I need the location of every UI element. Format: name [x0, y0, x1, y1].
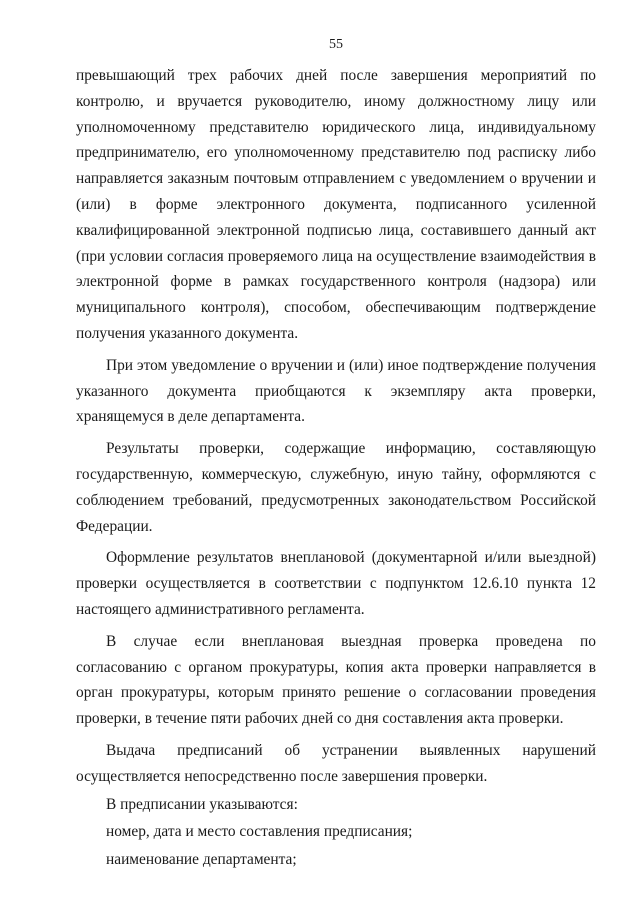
paragraph-secret-information: Результаты проверки, содержащие информацию, составляющую государственную, коммерческую, служебную, иную тайну, оформляются с соблюдением требований, предусмотренных законодательством Российской Федерации.: [76, 440, 596, 535]
document-page: [76, 36, 596, 873]
paragraph-order-contents-intro: В предписании указываются:: [106, 795, 298, 813]
paragraph-prosecutor-copy: В случае если внеплановая выездная проверка проведена по согласованию с органом прокуратуры, копия акта проверки направляется в орган прокуратуры, которым принято решение о согласовании проведения проверки, в течение пяти рабочих дней со дня составления акта проверки.: [76, 632, 596, 728]
paragraph-issuing-orders: Выдача предписаний об устранении выявленных нарушений осуществляется непосредственно после завершения проверки.: [76, 741, 596, 785]
paragraph-department-name: наименование департамента;: [106, 851, 297, 869]
paragraph-order-number-date-place: номер, дата и место составления предписания;: [106, 823, 413, 841]
page-number: 55: [329, 37, 343, 52]
paragraph-notification-attached: При этом уведомление о вручении и (или) иное подтверждение получения указанного документа приобщаются к экземпляру акта проверки, хранящемуся в деле департамента.: [76, 356, 596, 426]
paragraph-delivery-of-act: превышающий трех рабочих дней после завершения мероприятий по контролю, и вручается руководителю, иному должностному лицу или уполномоченному представителю юридического лица, индивидуальному предпринимателю, его уполномоченному представителю под расписку либо направляется заказным почтовым отправлением с уведомлением о вручении и (или) в форме электронного документа, подписанного усиленной квалифицированной электронной подписью лица, составившего данный акт (при условии согласия проверяемого лица на осуществление взаимодействия в электронной форме в рамках государственного контроля (надзора) или муниципального контроля), способом, обеспечивающим подтверждение получения указанного документа.: [76, 67, 596, 342]
paragraph-unscheduled-inspection-results: Оформление результатов внеплановой (документарной и/или выездной) проверки осуществляется в соответствии с подпунктом 12.6.10 пункта 12 настоящего административного регламента.: [76, 549, 596, 618]
